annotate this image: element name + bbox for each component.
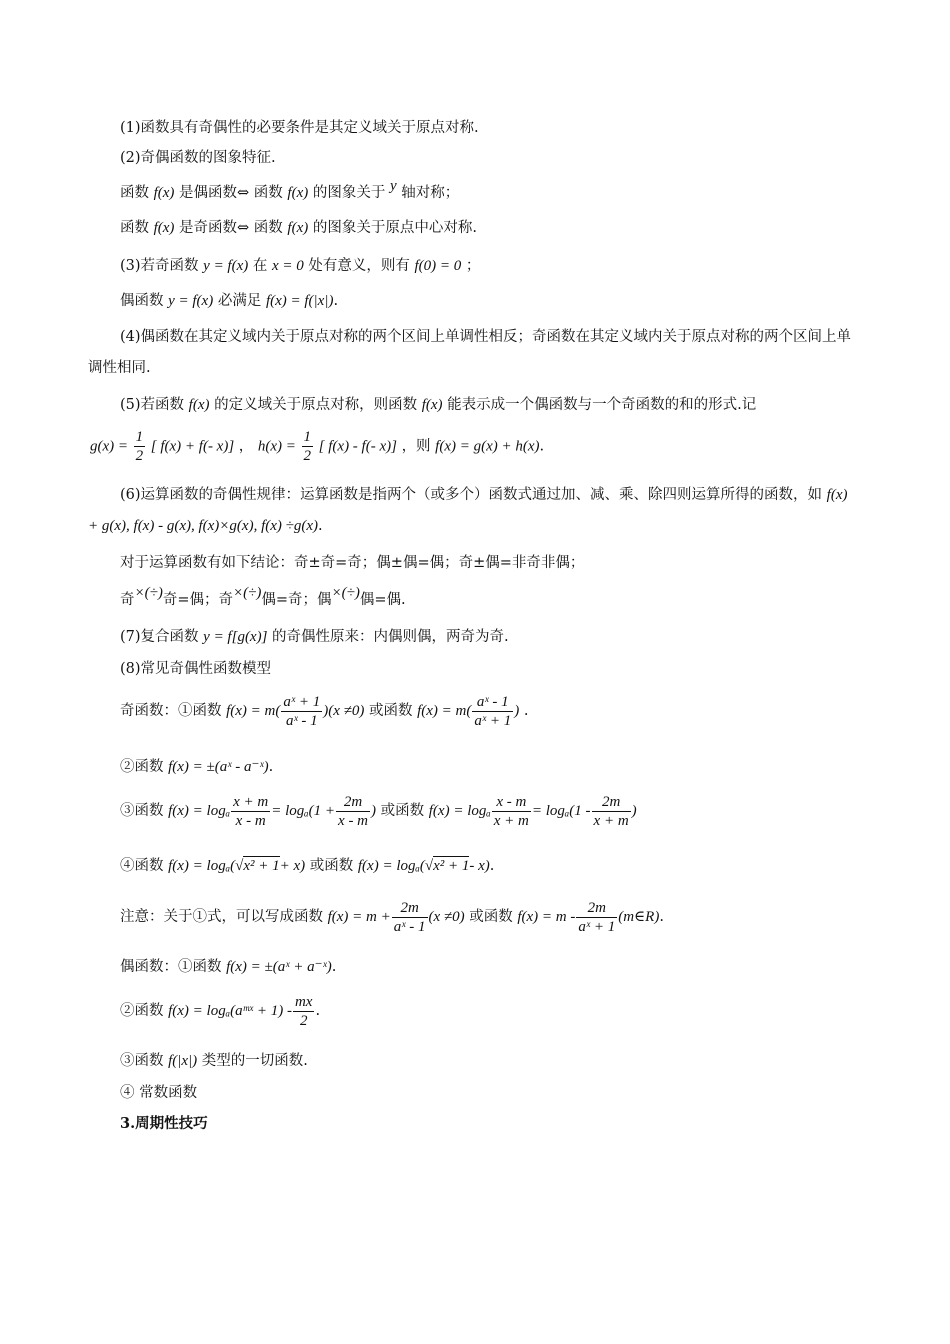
paragraph-7: (4)偶函数在其定义域内关于原点对称的两个区间上单调性相反；奇函数在其定义域内关于原点对称的两个区间上单调性相同. <box>88 329 852 376</box>
paragraph-20: 偶函数：①函数 f(x) = ±(aˣ + a⁻ˣ). <box>120 959 337 975</box>
paragraph-17: ③函数 f(x) = logₐ $\frac{x + m}{x - m}$ = logₐ(1 + $\frac{2m}{x - m}$ ) 或函数 f(x) = logₐ $\frac{x - m}{x + m}$ = logₐ(1 - $\frac{2m}{x + m}$ ) <box>120 793 637 829</box>
paragraph-8: (5)若函数 f(x) 的定义域关于原点对称，则函数 f(x) 能表示成一个偶函数与一个奇函数的和的形式.记 <box>120 397 757 413</box>
paragraph-9: g(x) = $\frac{1}{2}$ [ f(x) + f(- x)] ， h(x) = $\frac{1}{2}$ [ f(x) - f(- x)] ，则 f(x) = g(x) + h(x). <box>90 429 545 464</box>
paragraph-10: (6)运算函数的奇偶性规律：运算函数是指两个（或多个）函数式通过加、减、乘、除四则运算所得的函数，如 f(x) + g(x), f(x) - g(x), f(x)×g(x), f(x) ÷g(x). <box>88 487 848 534</box>
paragraph-21: ②函数 f(x) = logₐ(aᵐˣ + 1) - $\frac{mx}{2}$ . <box>120 993 321 1029</box>
section-heading-periodicity: 3.周期性技巧 <box>120 1115 208 1132</box>
paragraph-5: (3)若奇函数 y = f(x) 在 x = 0 处有意义，则有 f(0) = 0 ； <box>120 258 481 274</box>
paragraph-22: ③函数 f(|x|) 类型的一切函数. <box>120 1053 308 1069</box>
paragraph-1: (1)函数具有奇偶性的必要条件是其定义域关于原点对称. <box>120 120 479 136</box>
paragraph-11: 对于运算函数有如下结论：奇±奇=奇；偶±偶=偶；奇±偶=非奇非偶； <box>120 555 585 571</box>
paragraph-13: (7)复合函数 y = f[g(x)] 的奇偶性原来：内偶则偶，两奇为奇. <box>120 629 509 645</box>
paragraph-12: 奇×(÷)奇=偶；奇×(÷)偶=奇；偶×(÷)偶=偶. <box>120 585 406 608</box>
paragraph-4: 函数 f(x) 是奇函数⇔ 函数 f(x) 的图象关于原点中心对称. <box>120 220 477 236</box>
paragraph-6: 偶函数 y = f(x) 必满足 f(x) = f(|x|). <box>120 293 339 309</box>
paragraph-23: ④ 常数函数 <box>120 1085 198 1101</box>
paragraph-15: 奇函数：①函数 f(x) = m( $\frac{\text{aˣ + 1}}{\text{aˣ - 1}}$ )(x ≠0) 或函数 f(x) = m( $\frac{\text{aˣ - 1}}{\text{aˣ + 1}}$ ) . <box>120 693 529 729</box>
paragraph-3: 函数 f(x) 是偶函数⇔ 函数 f(x) 的图象关于 y 轴对称； <box>120 178 460 201</box>
paragraph-18: ④函数 f(x) = logₐ(√x² + 1+ x) 或函数 f(x) = logₐ(√x² + 1- x). <box>120 858 495 874</box>
paragraph-19: 注意：关于①式，可以写成函数 f(x) = m + $\frac{2m}{\text{aˣ - 1}}$ (x ≠0) 或函数 f(x) = m - $\frac{2m}{\text{aˣ + 1}}$ (m∈R). <box>120 899 664 935</box>
paragraph-14: (8)常见奇偶性函数模型 <box>120 661 272 677</box>
paragraph-2: (2)奇偶函数的图象特征. <box>120 150 276 166</box>
paragraph-16: ②函数 f(x) = ±(aˣ - a⁻ˣ). <box>120 759 274 775</box>
